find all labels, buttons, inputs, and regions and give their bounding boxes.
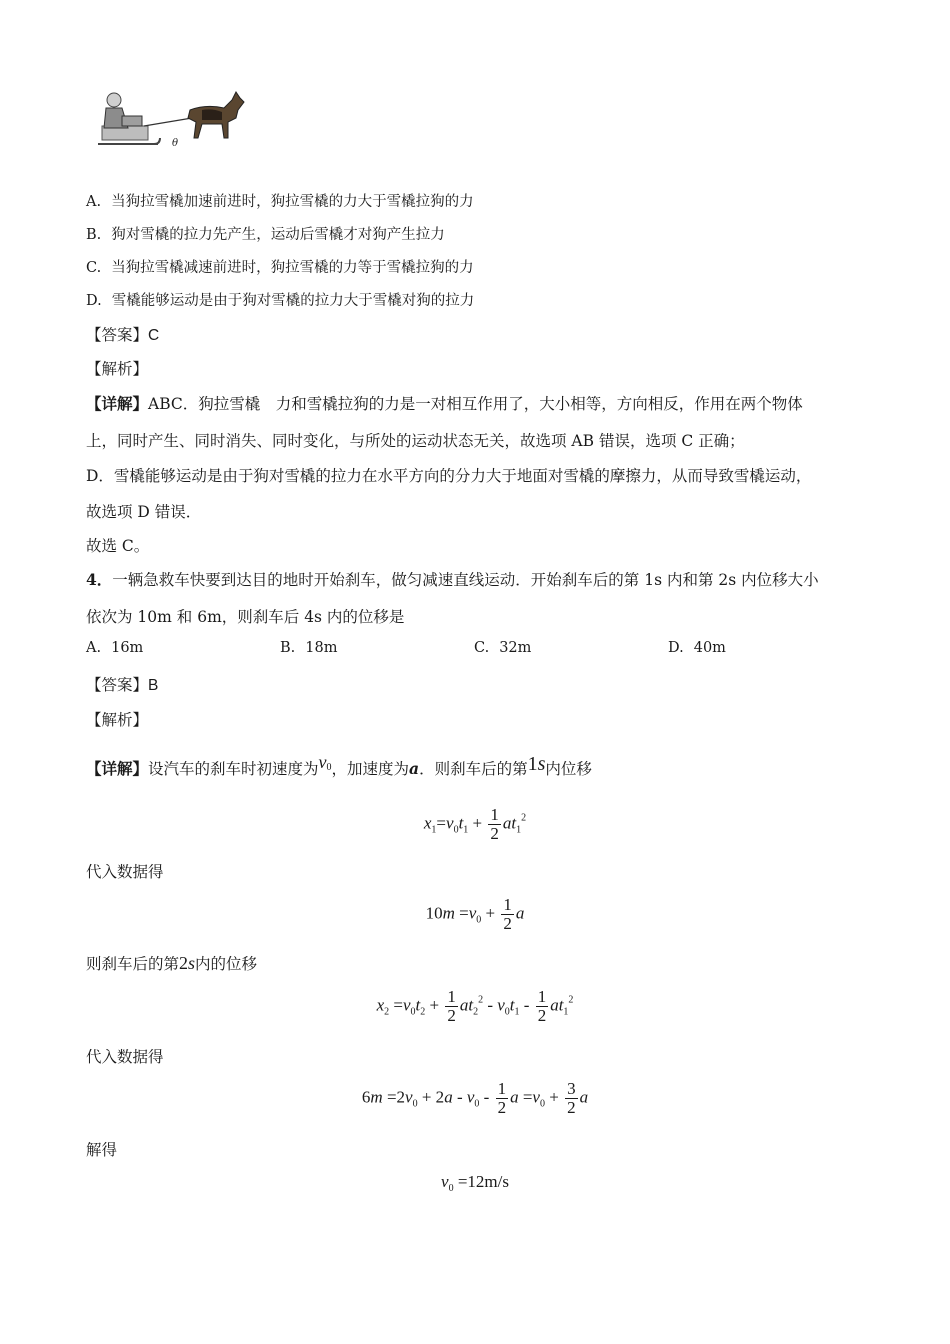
equation-result: $v_0 =12m/s$ [441,1172,509,1194]
option-text: 当狗拉雪橇加速前进时，狗拉雪橇的力大于雪橇拉狗的力 [111,194,474,210]
frac-denominator: 2 [567,1098,576,1117]
math-value [528,753,546,775]
detail-tag: 【详解】 [86,394,149,413]
equation-4: $6m =2v_0 + 2a - v_0$ - $\frac{1}{2}$ $a =v_0$ + $\frac{3}{2}$ a [361,1079,589,1117]
q4-option-a [86,640,143,656]
q4-detail-line-1 [86,752,592,779]
q3-detail-line-1 [86,392,803,414]
option-text: 狗对雪橇的拉力先产生，运动后雪橇才对狗产生拉力 [111,227,445,243]
q4-second-displacement [86,952,257,974]
detail-text: 则刹车后的第 [86,955,180,973]
q3-option-c [86,256,474,277]
q4-sub-in-1: 代入数据得 [86,863,164,881]
option-label: C. [474,640,490,656]
equation-2: $10m =v_0$ + $\frac{1}{2}$ a [425,895,525,933]
math-number: 10 [425,903,443,923]
option-label: B. [280,640,296,656]
math-value [179,953,195,973]
math-number: 6 [361,1087,371,1107]
option-label: D. [86,293,102,309]
q4-option-b [280,640,337,656]
equation-3: $x_2 =v_0t_2$ + $\frac{1}{2}$ $at_2^2 - v_0t_1$ - $\frac{1}{2}$ $at_1^2$ [376,987,574,1025]
frac-numerator: 1 [503,895,512,914]
frac-denominator: 2 [537,1006,547,1025]
answer-value: C [148,327,160,344]
frac-numerator: 1 [537,987,547,1006]
option-label: A. [86,640,102,656]
question-number: 4． [86,570,113,589]
option-text: 32m [499,640,532,656]
q4-sub-in-2: 代入数据得 [86,1048,164,1066]
detail-text: a [409,759,420,778]
q3-option-b [86,223,445,244]
answer-tag: 【答案】 [86,326,149,344]
q3-detail-line-3: D．雪橇能够运动是由于狗对雪橇的拉力在水平方向的分力大于地面对雪橇的摩擦力，从而导致雪橇运动， [86,467,812,485]
svg-text:θ: θ [172,138,179,149]
frac-denominator: 2 [497,1098,507,1117]
q4-stem-line-1 [86,568,819,590]
equation-1: $x_1=v_0t_1$ + $\frac{1}{2}$ $at_1^2$ [423,805,527,843]
detail-text: ，加速度为 [331,760,410,778]
q3-detail-line-2: 上，同时产生、同时消失、同时变化，与所处的运动状态无关，故选项 AB 错误，选项 C 正确； [86,432,745,450]
option-label: C. [86,260,102,276]
q4-option-d [668,640,726,656]
option-text: 当狗拉雪橇减速前进时，狗拉雪橇的力等于雪橇拉狗的力 [111,260,474,276]
detail-text: ．则刹车后的第 [419,760,528,778]
q3-option-a [86,190,474,211]
math-unit: s [537,753,546,775]
frac-numerator: 3 [567,1079,576,1098]
q4-analysis-tag: 【解析】 [86,711,149,729]
math-number: 2 [179,953,189,973]
detail-text: ABC．狗拉雪橇 力和雪橇拉狗的力是一对相互作用了，大小相等，方向相反，作用在两个物体 [148,395,803,413]
q4-stem-line-2: 依次为 10m 和 6m，则刹车后 4s 内的位移是 [86,608,405,626]
q4-solve: 解得 [86,1141,118,1159]
option-text: 16m [111,640,144,656]
v0-symbol: $v^0$ [318,752,332,773]
frac-numerator: 1 [497,1079,507,1098]
q3-answer [86,323,159,345]
option-text: 雪橇能够运动是由于狗对雪橇的拉力大于雪橇对狗的拉力 [111,293,475,309]
option-text: 40m [693,640,726,656]
math-unit: s [188,953,196,973]
math-number: 1 [527,753,538,775]
frac-denominator: 2 [447,1006,456,1025]
q3-option-d [86,289,474,310]
detail-tag: 【详解】 [86,759,149,778]
answer-value: B [148,677,159,694]
stem-text: 一辆急救车快要到达目的地时开始刹车，做匀减速直线运动．开始刹车后的第 1s 内和第 2s 内位移大小 [112,571,819,589]
q4-option-c [474,640,531,656]
q4-answer [86,673,158,695]
answer-tag: 【答案】 [86,676,149,694]
option-label: B. [86,227,102,243]
dog-sled-figure [98,88,246,152]
frac-denominator: 2 [503,914,512,933]
frac-denominator: 2 [490,824,499,843]
detail-text: 设汽车的刹车时初速度为 [148,760,319,778]
detail-text: 内位移 [545,760,592,778]
q3-analysis-tag: 【解析】 [86,360,149,378]
result-value: 12m/s [467,1172,509,1191]
q3-detail-line-5: 故选 C。 [86,537,150,555]
option-label: D. [668,640,684,656]
detail-text: 内的位移 [195,955,258,973]
option-text: 18m [305,640,338,656]
frac-numerator: 1 [490,805,499,824]
option-label: A. [86,194,102,210]
q3-detail-line-4: 故选项 D 错误． [86,503,202,521]
frac-numerator: 1 [447,987,456,1006]
